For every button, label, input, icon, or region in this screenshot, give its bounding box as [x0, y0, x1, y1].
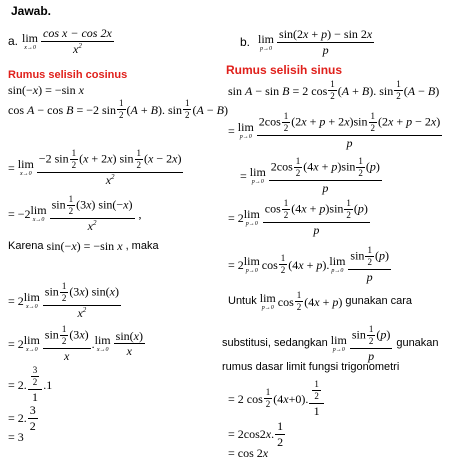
part-a-step7: = 3: [8, 430, 24, 444]
part-a-heading: Rumus selisih cosinus: [8, 69, 128, 81]
header-title: Jawab.: [11, 4, 52, 18]
part-a-label: a.: [8, 34, 19, 49]
part-b-problem: b. lim p→0 $\frac{\sin(2x + p) - \sin 2x}{p}$: [240, 27, 373, 57]
part-b-text3: rumus dasar limit fungsi trigonometri: [222, 361, 400, 373]
part-b-step6: = 2cos2 x . $\frac{1}{2}$: [228, 419, 284, 449]
part-a-step1: = lim x→0 −2 sin $\frac{1}{2}$ (x + 2x) sin $\frac{1}{2}$ (x − 2x) $x^2$: [8, 148, 182, 187]
part-a-identity1: sin(− x ) = −sin x: [8, 83, 84, 97]
part-a-step3: = 2 lim x→0 sin $\frac{1}{2}$ (3x) sin(x) $x^2$: [8, 281, 119, 320]
part-a-note: Karena sin(−x) = −sin x , maka: [8, 239, 159, 253]
part-b-text2: substitusi, sedangkan lim p→0 sin $\frac{1}{2}$ (p) p gunakan: [222, 324, 439, 363]
part-b-step7: = cos 2 x: [228, 446, 269, 460]
part-b-step4: = 2 lim p→0 cos $\frac{1}{2}$ (4 x + p ). lim p→0 sin $\frac{1}{2}$ (p) p: [228, 245, 389, 284]
part-b-step5: = 2 cos $\frac{1}{2}$ (4 x +0). $\frac{\frac{1}{2}}{1}$: [228, 380, 325, 417]
part-b-step2: = lim p→0 2cos $\frac{1}{2}$ (4x + p)sin $\frac{1}{2}$ (p) p: [240, 156, 380, 195]
part-b-label: b.: [240, 35, 251, 50]
part-a-step5: = 2. $\frac{\frac{3}{2}}{1}$ .1: [8, 365, 53, 404]
part-b-step3: = 2 lim p→0 cos $\frac{1}{2}$ (4x + p)sin $\frac{1}{2}$ (p) p: [228, 198, 368, 237]
lim-a: lim: [22, 30, 39, 45]
part-a-step2: = −2 lim x→0 sin $\frac{1}{2}$ (3x) sin(−x) $x^2$ ,: [8, 194, 142, 233]
part-a-step4: = 2 lim x→0 sin $\frac{1}{2}$ (3x) x . lim x→0 $\frac{\sin(x)}{x}$: [8, 324, 143, 363]
part-a-problem: a. lim x→0 $\frac{\text{cos x − cos 2x}}{x^2}$: [8, 26, 112, 56]
part-b-step1: = lim p→0 2cos $\frac{1}{2}$ (2x + p + 2x)sin $\frac{1}{2}$ (2x + p − 2x) p: [228, 111, 441, 150]
part-a-identity2: cos A − cos B = −2 sin $\frac{1}{2}$ ( A + B ). sin $\frac{1}{2}$ ( A − B ): [8, 98, 228, 121]
part-a-step6: = 2. $\frac{3}{2}$: [8, 403, 36, 433]
part-b-identity: sin A − sin B = 2 cos $\frac{1}{2}$ ( A + B ). sin $\frac{1}{2}$ ( A − B ): [228, 79, 440, 102]
part-b-heading: Rumus selisih sinus: [226, 63, 343, 77]
part-b-text1: Untuk lim p→0 cos $\frac{1}{2}$ (4 x + p ) gunakan cara: [228, 290, 413, 313]
